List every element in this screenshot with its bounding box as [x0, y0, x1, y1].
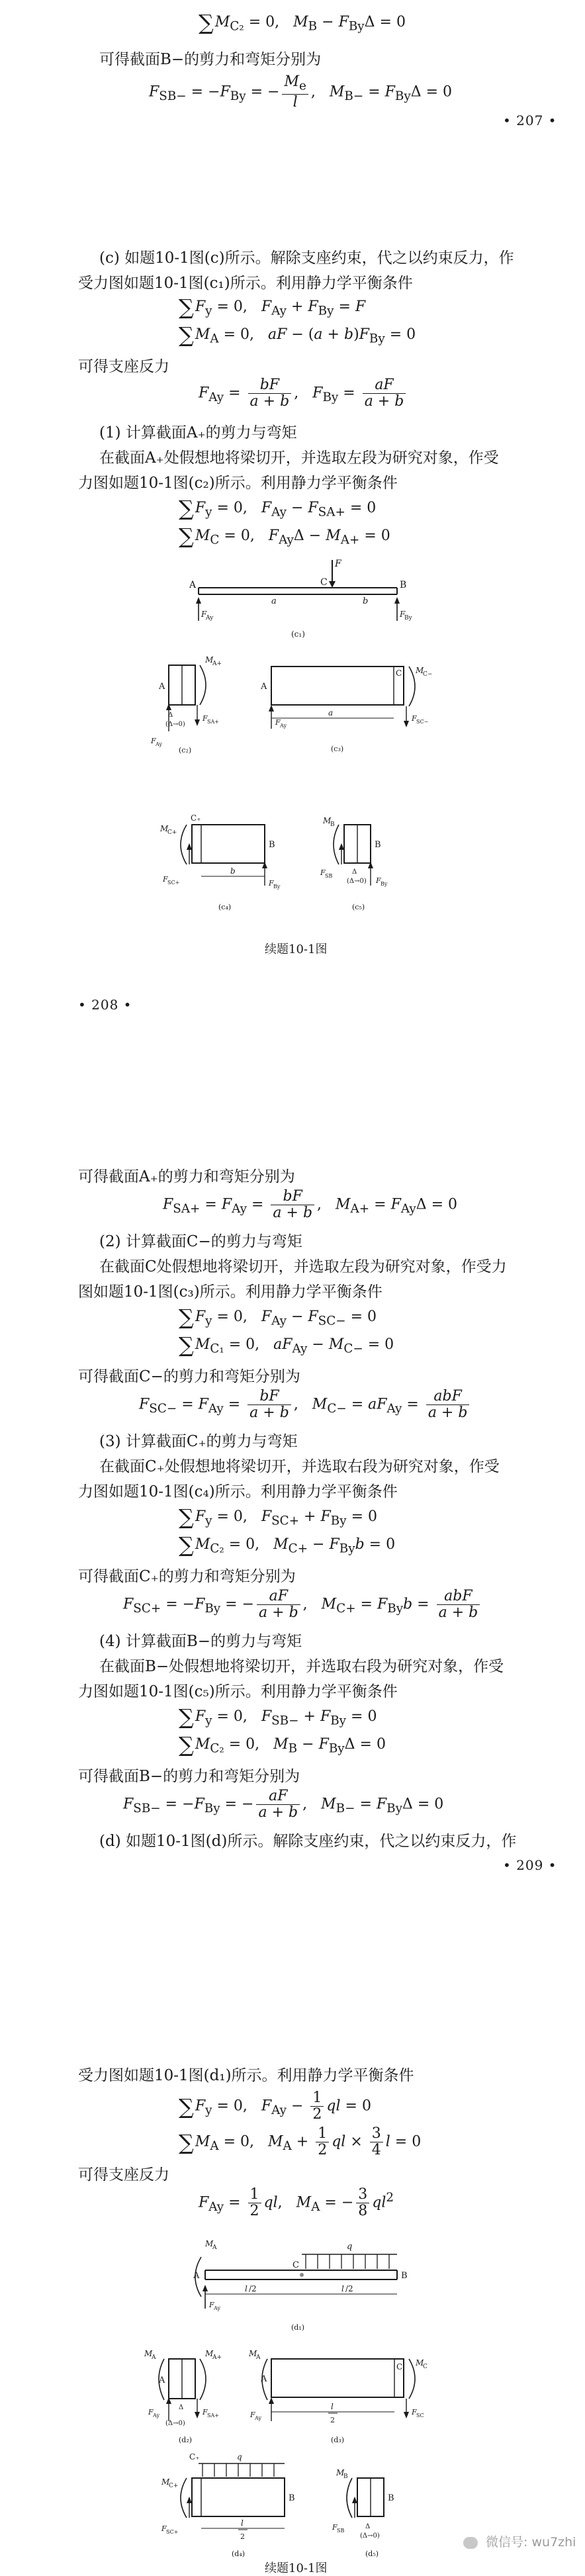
svg-text:M: M	[205, 655, 214, 665]
svg-text:Δ: Δ	[168, 712, 173, 719]
svg-text:l: l	[241, 2518, 244, 2528]
step3-line2: 力图如题10-1图(c₄)所示。利用静力学平衡条件	[78, 1483, 398, 1500]
svg-text:Ay: Ay	[214, 2305, 220, 2311]
svg-text:C+: C+	[167, 829, 177, 836]
svg-text:M: M	[144, 2349, 153, 2358]
figure-d5-segment	[324, 2449, 437, 2561]
svg-text:q: q	[347, 2242, 353, 2252]
svg-text:(Δ→0): (Δ→0)	[360, 2532, 380, 2540]
equation-a-plus-result: $F_{SA+} = F_{Ay}$ = $\frac{bF}{a + b}$ , $M_{A+} = F_{Ay}\Delta = 0$	[163, 1188, 457, 1221]
figure-caption-210: 续题10-1图	[265, 2561, 328, 2575]
svg-text:(c₄): (c₄)	[218, 903, 232, 911]
equation-c-minus-result: $F_{SC-} = F_{Ay}$ = $\frac{bF}{a + b}$ , $M_{C-} = aF_{Ay}$ = $\frac{\text{abF}}{a + b}$	[139, 1389, 472, 1421]
step4-line1: 在截面B−处假想地将梁切开，并选取右段为研究对象，作受	[99, 1658, 504, 1675]
equation-sum-ma-d1: $\sum M_A = 0$, $M_A$ + $\frac{1}{2}$ ql × $\frac{3}{4}$ l = 0	[179, 2125, 422, 2158]
figure-caption-208: 续题10-1图	[265, 943, 328, 956]
figure-c1-beam	[185, 555, 410, 641]
equation-reactions-d: $F_{Ay}$ = $\frac{1}{2}$ ql, $M_A$ = − $\frac{3}{8}$ $ql^2$	[199, 2186, 394, 2219]
svg-text:M: M	[416, 666, 424, 675]
figure-d4-segment	[159, 2449, 311, 2561]
step1-line1: 在截面A₊处假想地将梁切开，并选取左段为研究对象，作受	[99, 449, 499, 467]
svg-text:Ay: Ay	[153, 2413, 159, 2418]
svg-text:b: b	[363, 596, 369, 606]
step3-result: 可得截面C₊的剪力和弯矩分别为	[78, 1568, 296, 1585]
svg-text:SB: SB	[337, 2528, 345, 2534]
svg-text:F: F	[151, 737, 156, 745]
text-reactions-d: 可得支座反力	[78, 2166, 169, 2184]
svg-text:Ay: Ay	[206, 615, 214, 621]
step4-line2: 力图如题10-1图(c₅)所示。利用静力学平衡条件	[78, 1683, 398, 1700]
svg-text:F: F	[250, 2411, 255, 2419]
svg-text:a: a	[328, 708, 334, 717]
svg-text:F: F	[269, 879, 274, 888]
svg-text:M: M	[160, 824, 169, 833]
svg-text:C−: C−	[423, 671, 433, 678]
svg-text:By: By	[273, 884, 281, 890]
svg-text:F: F	[161, 2524, 167, 2533]
step1-title: (1) 计算截面A₊的剪力与弯矩	[99, 424, 297, 441]
svg-text:A: A	[193, 2271, 200, 2281]
svg-text:Ay: Ay	[255, 2415, 261, 2421]
figure-d1-beam	[185, 2231, 410, 2336]
svg-text:M: M	[249, 2349, 257, 2358]
svg-text:/2: /2	[345, 2284, 353, 2293]
svg-text:Δ: Δ	[352, 868, 357, 876]
svg-text:F: F	[332, 2523, 338, 2532]
svg-text:SC+: SC+	[167, 880, 180, 886]
svg-text:B: B	[330, 821, 335, 828]
figure-c2-segment	[139, 652, 238, 755]
figure-c3-segment	[245, 652, 450, 755]
equation-sum-ma-c1: $\sum M_A = 0$, aF − $(a + b)F_{By} = 0$	[179, 322, 416, 347]
svg-text:B: B	[400, 580, 407, 590]
svg-text:SB: SB	[325, 873, 333, 879]
step4-title: (4) 计算截面B−的剪力与弯矩	[99, 1633, 302, 1650]
svg-text:M: M	[161, 2477, 170, 2487]
svg-text:M: M	[336, 2468, 345, 2477]
svg-text:F: F	[320, 868, 326, 877]
svg-text:(Δ→0): (Δ→0)	[165, 2420, 185, 2427]
svg-text:Δ: Δ	[179, 2404, 184, 2411]
svg-text:SC−: SC−	[416, 719, 429, 725]
equation-shear-b-minus: $F_{SB-} = -F_{By}$ = − $\frac{M_e}{l}$ , $M_{B-} = F_{By}\Delta = 0$	[149, 73, 453, 111]
equation-c-plus-result: $F_{SC+} = -F_{By}$ = − $\frac{aF}{a + b}$ , $M_{C+} = F_{By}b$ = $\frac{\text{abF}}{a + b}$	[123, 1588, 482, 1621]
svg-text:(c₅): (c₅)	[352, 903, 365, 911]
equation-sum-fy-c5: $\sum F_y = 0$, $F_{SB-} + F_{By} = 0$	[179, 1704, 377, 1729]
svg-text:A: A	[152, 2354, 156, 2361]
svg-text:B: B	[388, 2493, 394, 2503]
svg-text:A+: A+	[212, 661, 222, 667]
equation-reactions-c: $F_{Ay}$ = $\frac{bF}{a + b}$ , $F_{By}$ = $\frac{aF}{a + b}$	[199, 377, 408, 410]
svg-text:M: M	[323, 816, 332, 825]
svg-text:SC: SC	[416, 2413, 424, 2418]
svg-text:A: A	[159, 682, 165, 692]
svg-text:SA+: SA+	[207, 2413, 219, 2418]
svg-text:2: 2	[330, 2416, 335, 2424]
svg-text:C+: C+	[169, 2483, 179, 2489]
svg-text:C: C	[320, 577, 328, 588]
svg-text:B: B	[343, 2473, 348, 2480]
svg-text:A: A	[212, 2244, 217, 2251]
equation-sum-fy-c2: $\sum F_y = 0$, $F_{Ay} - F_{SA+} = 0$	[179, 496, 377, 521]
p210-line1: 受力图如题10-1图(d₁)所示。利用静力学平衡条件	[78, 2067, 414, 2084]
svg-text:C: C	[423, 2364, 428, 2370]
svg-text:A: A	[256, 2354, 261, 2361]
svg-text:M: M	[416, 2358, 424, 2368]
text-b-minus-intro: 可得截面B−的剪力和弯矩分别为	[99, 51, 322, 68]
step2-line2: 图如题10-1图(c₃)所示。利用静力学平衡条件	[78, 1283, 382, 1301]
svg-text:F: F	[376, 876, 381, 885]
para-c-line2: 受力图如题10-1图(c₁)所示。利用静力学平衡条件	[78, 275, 413, 292]
step4-result: 可得截面B−的剪力和弯矩分别为	[78, 1768, 300, 1785]
svg-text:M: M	[205, 2349, 214, 2358]
svg-text:B: B	[401, 2271, 408, 2281]
svg-text:A: A	[159, 2375, 165, 2385]
svg-text:F: F	[275, 718, 281, 727]
svg-text:F: F	[412, 2408, 417, 2416]
svg-text:(d₄): (d₄)	[232, 2550, 246, 2558]
svg-text:(d₁): (d₁)	[291, 2323, 305, 2332]
svg-text:l: l	[331, 2402, 334, 2411]
svg-text:B: B	[289, 2493, 295, 2503]
equation-sum-mc2-c5: $\sum M_{C_2} = 0$, $M_B - F_{By}\Delta = 0$	[179, 1732, 386, 1757]
svg-text:F: F	[209, 2301, 214, 2309]
equation-sum-fy-c4: $\sum F_y = 0$, $F_{SC+} + F_{By} = 0$	[179, 1504, 377, 1530]
svg-text:(d₅): (d₅)	[365, 2550, 379, 2558]
step2-line1: 在截面C处假想地将梁切开，并选取左段为研究对象，作受力	[99, 1258, 507, 1275]
svg-text:C: C	[396, 2362, 403, 2371]
svg-text:F: F	[335, 559, 341, 569]
svg-text:Δ: Δ	[365, 2523, 371, 2530]
svg-text:/2: /2	[249, 2284, 257, 2293]
equation-moment-c2: $\sum M_{C_2} = 0$, $M_B - F_{By}\Delta = 0$	[199, 10, 406, 35]
svg-text:F: F	[202, 714, 208, 723]
step1-line2: 力图如题10-1图(c₂)所示。利用静力学平衡条件	[78, 475, 398, 492]
svg-text:A: A	[189, 580, 197, 590]
svg-text:M: M	[205, 2239, 214, 2248]
wechat-icon	[463, 2537, 478, 2549]
page-number-208: • 208 •	[78, 997, 132, 1013]
equation-sum-fy-c1: $\sum F_y = 0$, $F_{Ay} + F_{By} = F$	[179, 295, 366, 320]
figure-d3-segment	[245, 2343, 450, 2446]
svg-text:SA+: SA+	[207, 719, 219, 725]
svg-text:B: B	[269, 840, 275, 850]
svg-text:(d₂): (d₂)	[179, 2436, 193, 2444]
p209-line1: 可得截面A₊的剪力和弯矩分别为	[78, 1168, 295, 1185]
svg-text:(c₂): (c₂)	[179, 746, 192, 755]
svg-text:By: By	[381, 881, 388, 887]
svg-text:a: a	[271, 596, 277, 606]
step3-title: (3) 计算截面C₊的剪力与弯矩	[99, 1433, 298, 1450]
svg-text:A: A	[261, 2374, 267, 2384]
svg-text:Ay: Ay	[156, 741, 162, 747]
svg-text:A+: A+	[212, 2354, 222, 2361]
svg-text:l: l	[245, 2284, 248, 2293]
step3-line1: 在截面C₊处假想地将梁切开，并选取右段为研究对象，作受	[99, 1458, 500, 1475]
equation-b-minus-result: $F_{SB-} = -F_{By}$ = − $\frac{aF}{a + b}$ , $M_{B-} = F_{By}\Delta = 0$	[123, 1788, 444, 1821]
svg-text:2: 2	[240, 2532, 245, 2541]
svg-text:l: l	[341, 2284, 344, 2293]
svg-text:q: q	[237, 2452, 242, 2461]
step2-result: 可得截面C−的剪力和弯矩分别为	[78, 1368, 300, 1385]
svg-text:C₊: C₊	[189, 2452, 200, 2461]
svg-text:F: F	[148, 2408, 154, 2416]
svg-text:C₊: C₊	[191, 813, 201, 823]
page-number-207: • 207 •	[503, 113, 557, 128]
svg-text:C: C	[292, 2260, 299, 2270]
step2-title: (2) 计算截面C−的剪力与弯矩	[99, 1233, 302, 1250]
svg-text:(c₃): (c₃)	[331, 745, 344, 753]
svg-text:SC+: SC+	[166, 2529, 179, 2535]
svg-text:(d₃): (d₃)	[331, 2436, 345, 2444]
equation-sum-fy-d1: $\sum F_y = 0$, $F_{Ay}$ − $\frac{1}{2}$ ql = 0	[179, 2090, 371, 2123]
figure-d2-segment	[139, 2343, 238, 2446]
svg-text:F: F	[201, 610, 207, 619]
svg-text:Ay: Ay	[280, 723, 287, 729]
equation-sum-fy-c3: $\sum F_y = 0$, $F_{Ay} - F_{SC-} = 0$	[179, 1305, 377, 1330]
svg-text:F: F	[202, 2408, 208, 2416]
equation-sum-mc-c2: $\sum M_C = 0$, $F_{Ay}\Delta - M_{A+} = 0$	[179, 524, 390, 549]
svg-text:A: A	[261, 682, 267, 692]
svg-text:(Δ→0): (Δ→0)	[347, 878, 367, 885]
svg-text:(Δ→0): (Δ→0)	[165, 721, 185, 728]
para-d: (d) 如题10-1图(d)所示。解除支座约束，代之以约束反力，作	[99, 1833, 517, 1850]
figure-c5-segment	[311, 807, 424, 913]
page-number-209: • 209 •	[503, 1857, 557, 1873]
equation-sum-mc1-c3: $\sum M_{C_1} = 0$, $aF_{Ay} - M_{C-} = 0$	[179, 1332, 394, 1357]
svg-text:F: F	[163, 875, 168, 884]
svg-text:F: F	[412, 714, 417, 723]
equation-sum-mc2-c4: $\sum M_{C_2} = 0$, $M_{C+} - F_{By}b = 0$	[179, 1532, 396, 1557]
watermark: 微信号: wu7zhi	[463, 2532, 576, 2550]
svg-text:b: b	[230, 866, 236, 876]
svg-text:By: By	[404, 615, 412, 621]
para-c-line1: (c) 如题10-1图(c)所示。解除支座约束，代之以约束反力，作	[99, 250, 514, 267]
text-reactions: 可得支座反力	[78, 358, 169, 375]
figure-c4-segment	[159, 807, 291, 913]
svg-text:(c₁): (c₁)	[291, 629, 305, 639]
svg-text:F: F	[400, 610, 406, 619]
svg-text:B: B	[375, 840, 381, 850]
svg-text:C: C	[396, 668, 402, 678]
